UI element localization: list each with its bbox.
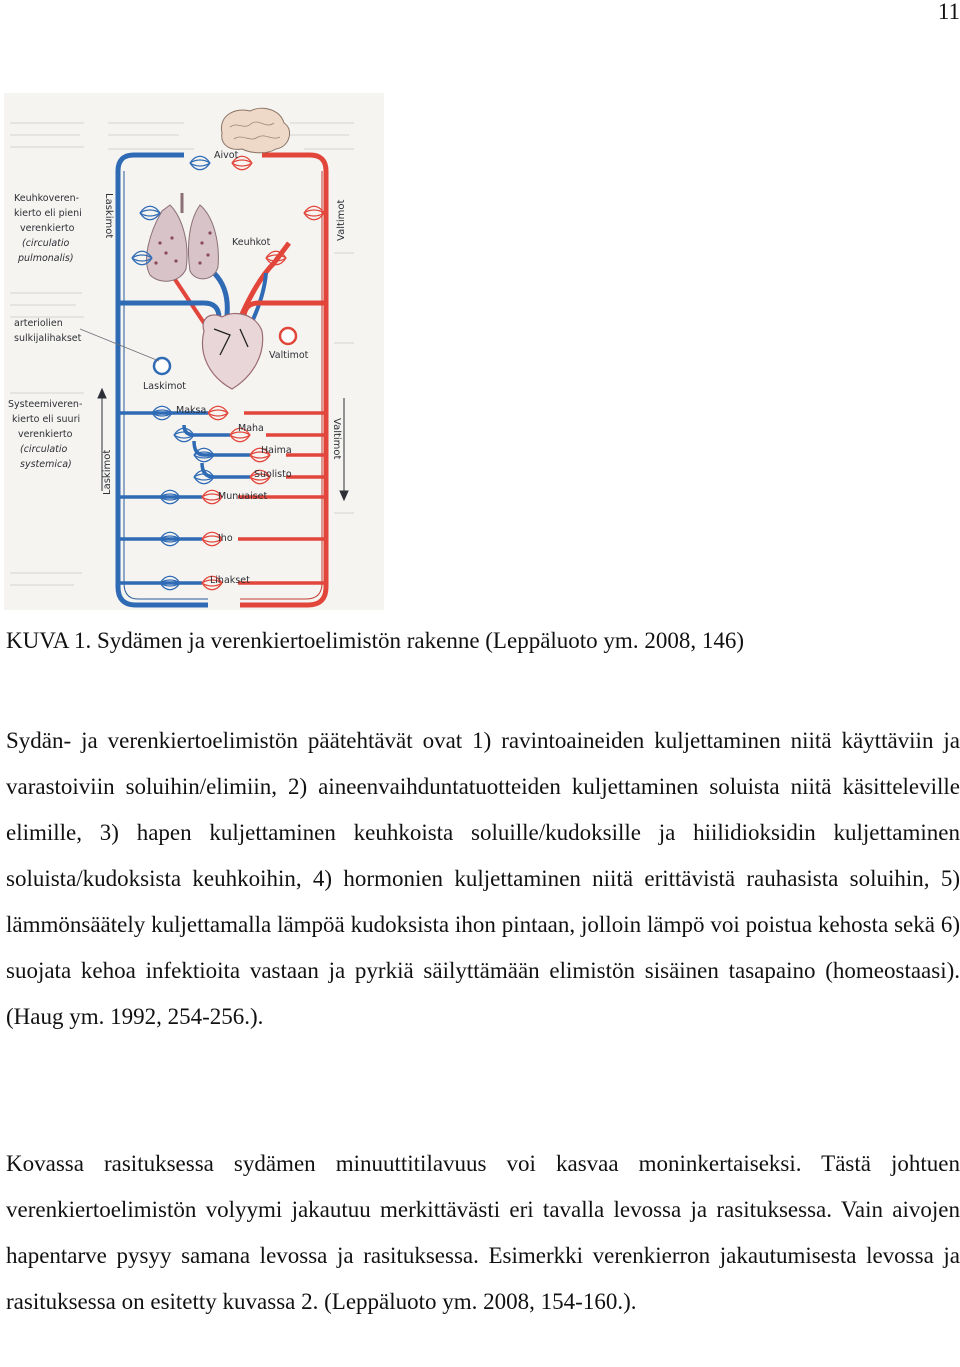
brain-illustration: [221, 108, 289, 152]
body-paragraph-1: Sydän- ja verenkiertoelimistön päätehtävät ovat 1) ravintoaineiden kuljettaminen niitä käyttäviin ja varastoiviin soluihin/elimiin, 2) aineenvaihduntatuotteiden kuljettaminen soluista niitä käsitteleville elimille, 3) hapen kuljettaminen keuhkoista soluille/kudoksille ja hiilidioksidin kuljettaminen soluista/kudoksista keuhkoihin, 4) hormonien kuljettaminen niitä erittävistä rauhasista soluihin, 5) lämmönsäätely kuljettamalla lämpöä kudoksista ihon pintaan, jolloin lämpö voi poistua kehosta sekä 6) suojata kehoa infektioita vastaan ja pyrkiä säilyttämään elimistön sisäinen tasapaino (homeostaasi). (Haug ym. 1992, 254-256.).: [6, 728, 960, 1029]
figure-caption: KUVA 1. Sydämen ja verenkiertoelimistön rakenne (Leppäluoto ym. 2008, 146): [6, 628, 744, 653]
heart-illustration: [202, 313, 262, 389]
sphincter-venous-icon: [154, 358, 170, 374]
label-keuhkot: Keuhkot: [232, 237, 271, 248]
circulation-diagram: [4, 93, 384, 610]
note-sphincter: [14, 318, 82, 344]
label-haima: Haima: [261, 445, 292, 456]
svg-text:verenkierto: verenkierto: [18, 429, 73, 440]
label-munuaiset: Munuaiset: [218, 491, 268, 502]
note-pulmonary: [14, 193, 82, 264]
label-laskimot-top: Laskimot: [103, 193, 114, 239]
svg-text:(circulatio: (circulatio: [20, 444, 68, 455]
label-lihakset: Lihakset: [210, 575, 250, 586]
svg-text:kierto eli pieni: kierto eli pieni: [14, 208, 82, 219]
note-systemic: [8, 399, 82, 470]
label-aivot: Aivot: [214, 150, 239, 161]
sphincter-arterial-icon: [280, 328, 296, 344]
lungs-illustration: [147, 193, 219, 281]
circulation-figure: [4, 93, 384, 610]
svg-text:(circulatio: (circulatio: [22, 238, 70, 249]
label-laskimot-bottom: Laskimot: [102, 449, 113, 495]
label-maha: Maha: [238, 423, 264, 434]
label-iho: Iho: [218, 533, 233, 544]
label-valtimot-top: Valtimot: [336, 199, 347, 241]
svg-text:kierto eli suuri: kierto eli suuri: [12, 414, 81, 425]
svg-text:sulkijalihakset: sulkijalihakset: [14, 333, 82, 344]
label-maksa: Maksa: [176, 405, 207, 416]
svg-text:verenkierto: verenkierto: [20, 223, 75, 234]
label-laskimot-mid: Laskimot: [143, 381, 186, 392]
svg-text:systemica): systemica): [20, 459, 72, 470]
svg-text:arteriolien: arteriolien: [14, 318, 63, 329]
label-valtimot-bottom: Valtimot: [331, 418, 342, 460]
body-paragraph-2: Kovassa rasituksessa sydämen minuuttitilavuus voi kasvaa moninkertaiseksi. Tästä johtuen verenkiertoelimistön volyymi jakautuu merkittävästi eri tavalla levossa ja rasituksessa. Vain aivojen hapentarve pysyy samana levossa ja rasituksessa. Esimerkki verenkierron jakautumisesta levossa ja rasituksessa on esitetty kuvassa 2. (Leppäluoto ym. 2008, 154-160.).: [6, 1151, 960, 1314]
label-valtimot-mid: Valtimot: [269, 350, 309, 361]
svg-text:pulmonalis): pulmonalis): [18, 253, 74, 264]
label-suolisto: Suolisto: [254, 469, 292, 480]
page-number: 11: [937, 0, 960, 24]
svg-text:Keuhkoveren-: Keuhkoveren-: [14, 193, 80, 204]
svg-text:Systeemiveren-: Systeemiveren-: [8, 399, 83, 410]
